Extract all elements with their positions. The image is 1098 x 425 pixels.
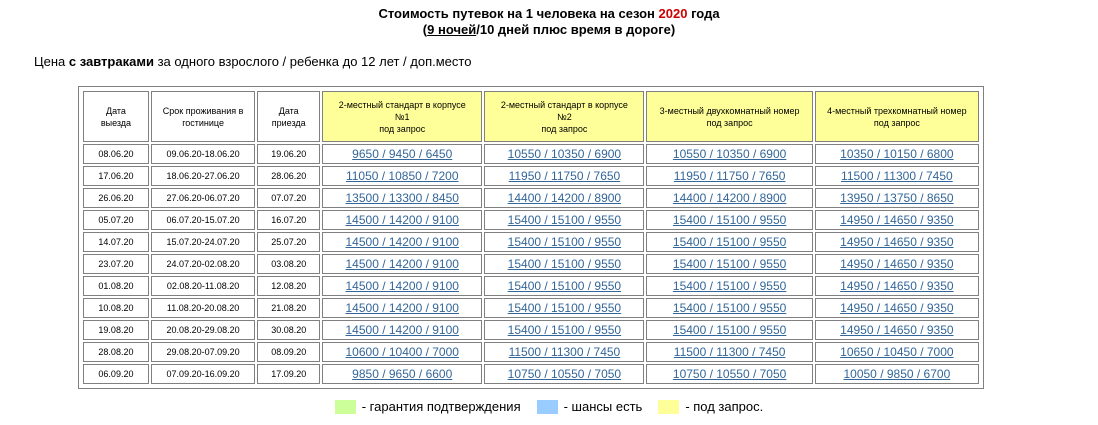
price-link[interactable]: 15400 / 15100 / 9550 [507, 235, 622, 249]
price-link[interactable]: 11500 / 11300 / 7450 [673, 345, 786, 359]
price-cell [484, 188, 644, 208]
price-cell [484, 144, 644, 164]
price-cell [322, 298, 482, 318]
price-link[interactable]: 14500 / 14200 / 9100 [345, 323, 459, 337]
column-header-text: под запрос [706, 117, 753, 128]
column-header-5 [646, 91, 812, 142]
stay-period-cell: 29.08.20-07.09.20 [151, 342, 255, 362]
price-cell [484, 364, 644, 384]
legend-item [537, 399, 643, 415]
price-table-frame [78, 86, 984, 389]
column-header-text: 4-местный трехкомнатный номер [827, 105, 967, 116]
price-link[interactable]: 14500 / 14200 / 9100 [345, 235, 459, 249]
table-row [83, 276, 979, 296]
arrival-date-cell: 25.07.20 [257, 232, 320, 252]
title-line2-open: ( [422, 22, 428, 37]
price-link[interactable]: 13500 / 13300 / 8450 [345, 191, 459, 205]
column-header-text: выезда [100, 117, 132, 128]
legend-item [335, 399, 521, 415]
price-cell [322, 364, 482, 384]
price-link[interactable]: 15400 / 15100 / 9550 [672, 323, 787, 337]
stay-period-cell: 24.07.20-02.08.20 [151, 254, 255, 274]
price-link[interactable]: 10650 / 10450 / 7000 [840, 345, 954, 359]
stay-period-cell: 15.07.20-24.07.20 [151, 232, 255, 252]
price-cell [815, 188, 979, 208]
price-cell [646, 342, 812, 362]
stay-period-cell: 07.09.20-16.09.20 [151, 364, 255, 384]
departure-date-cell: 26.06.20 [83, 188, 149, 208]
price-link[interactable]: 14950 / 14650 / 9350 [840, 213, 954, 227]
title-line-2 [0, 22, 1098, 38]
price-cell [646, 166, 812, 186]
title-line2-rest: /10 дней плюс время в дороге) [476, 22, 676, 37]
column-header-2 [257, 91, 320, 142]
price-cell [646, 210, 812, 230]
column-header-text: под запрос [873, 117, 920, 128]
price-cell [815, 232, 979, 252]
price-link[interactable]: 15400 / 15100 / 9550 [507, 301, 622, 315]
price-link[interactable]: 10550 / 10350 / 6900 [672, 147, 787, 161]
table-row [83, 210, 979, 230]
arrival-date-cell: 30.08.20 [257, 320, 320, 340]
departure-date-cell: 06.09.20 [83, 364, 149, 384]
legend [0, 399, 1098, 415]
price-cell [322, 144, 482, 164]
price-link[interactable]: 14950 / 14650 / 9350 [840, 301, 954, 315]
column-header-text: 2-местный стандарт в корпусе [338, 99, 466, 110]
stay-period-cell: 27.06.20-06.07.20 [151, 188, 255, 208]
stay-period-cell: 11.08.20-20.08.20 [151, 298, 255, 318]
departure-date-cell: 17.06.20 [83, 166, 149, 186]
legend-item [658, 399, 763, 415]
price-link[interactable]: 14500 / 14200 / 9100 [345, 279, 459, 293]
legend-swatch [658, 400, 679, 414]
price-cell [484, 166, 644, 186]
departure-date-cell: 08.06.20 [83, 144, 149, 164]
stay-period-cell: 18.06.20-27.06.20 [151, 166, 255, 186]
price-link[interactable]: 14500 / 14200 / 9100 [345, 301, 459, 315]
price-cell [815, 320, 979, 340]
price-cell [484, 254, 644, 274]
price-table-head [83, 91, 979, 142]
price-link[interactable]: 14500 / 14200 / 9100 [345, 257, 459, 271]
table-row [83, 166, 979, 186]
price-cell [322, 166, 482, 186]
price-cell [815, 364, 979, 384]
column-header-text: Срок проживания в [162, 105, 244, 116]
price-cell [815, 276, 979, 296]
price-link[interactable]: 15400 / 15100 / 9550 [672, 257, 787, 271]
title-year: 2020 [658, 6, 688, 21]
title-nights: 9 ночей [427, 22, 477, 37]
table-row [83, 320, 979, 340]
legend-swatch [537, 400, 558, 414]
price-cell [646, 276, 812, 296]
column-header-0 [83, 91, 149, 142]
price-cell [815, 254, 979, 274]
price-cell [815, 166, 979, 186]
arrival-date-cell: 08.09.20 [257, 342, 320, 362]
departure-date-cell: 10.08.20 [83, 298, 149, 318]
price-link[interactable]: 11950 / 11750 / 7650 [508, 169, 621, 183]
price-cell [484, 342, 644, 362]
departure-date-cell: 14.07.20 [83, 232, 149, 252]
price-link[interactable]: 10050 / 9850 / 6700 [843, 367, 951, 381]
arrival-date-cell: 19.06.20 [257, 144, 320, 164]
price-cell [815, 210, 979, 230]
price-cell [646, 254, 812, 274]
departure-date-cell: 23.07.20 [83, 254, 149, 274]
title-prefix: Стоимость путевок на 1 человека на сезон [378, 6, 659, 21]
price-cell [815, 298, 979, 318]
price-table [81, 89, 981, 386]
price-link[interactable]: 10600 / 10400 / 7000 [345, 345, 459, 359]
table-row [83, 188, 979, 208]
price-cell [646, 188, 812, 208]
price-link[interactable]: 14950 / 14650 / 9350 [840, 279, 954, 293]
table-row [83, 144, 979, 164]
arrival-date-cell: 17.09.20 [257, 364, 320, 384]
price-link[interactable]: 9650 / 9450 / 6450 [352, 147, 453, 161]
price-link[interactable]: 15400 / 15100 / 9550 [672, 213, 787, 227]
stay-period-cell: 06.07.20-15.07.20 [151, 210, 255, 230]
departure-date-cell: 01.08.20 [83, 276, 149, 296]
column-header-1 [151, 91, 255, 142]
arrival-date-cell: 12.08.20 [257, 276, 320, 296]
price-link[interactable]: 10350 / 10150 / 6800 [840, 147, 954, 161]
column-header-text: под запрос [379, 123, 426, 134]
price-cell [322, 188, 482, 208]
price-cell [484, 320, 644, 340]
price-link[interactable]: 15400 / 15100 / 9550 [672, 235, 787, 249]
arrival-date-cell: 07.07.20 [257, 188, 320, 208]
price-link[interactable]: 15400 / 15100 / 9550 [507, 323, 622, 337]
price-cell [815, 144, 979, 164]
price-cell [646, 144, 812, 164]
price-cell [484, 276, 644, 296]
price-link[interactable]: 15400 / 15100 / 9550 [672, 279, 787, 293]
price-cell [322, 254, 482, 274]
table-header-row [83, 91, 979, 142]
price-note-bold: с завтраками [68, 54, 154, 69]
price-cell [322, 210, 482, 230]
price-link[interactable]: 11500 / 11300 / 7450 [508, 345, 621, 359]
price-link[interactable]: 10750 / 10550 / 7050 [672, 367, 787, 381]
column-header-3 [322, 91, 482, 142]
title-suffix: года [687, 6, 720, 21]
column-header-text: гостинице [182, 117, 224, 128]
price-cell [646, 232, 812, 252]
departure-date-cell: 19.08.20 [83, 320, 149, 340]
price-link[interactable]: 11950 / 11750 / 7650 [673, 169, 786, 183]
column-header-text: приезда [271, 117, 306, 128]
price-link[interactable]: 14950 / 14650 / 9350 [840, 257, 954, 271]
column-header-text: №1 [394, 111, 410, 122]
price-cell [322, 342, 482, 362]
price-cell [322, 232, 482, 252]
price-table-body [83, 144, 979, 384]
arrival-date-cell: 16.07.20 [257, 210, 320, 230]
price-cell [484, 210, 644, 230]
title-line-1 [0, 6, 1098, 22]
price-link[interactable]: 13950 / 13750 / 8650 [840, 191, 954, 205]
price-link[interactable]: 15400 / 15100 / 9550 [507, 257, 622, 271]
table-row [83, 342, 979, 362]
price-cell [484, 232, 644, 252]
price-cell [646, 298, 812, 318]
legend-swatch [335, 400, 356, 414]
arrival-date-cell: 03.08.20 [257, 254, 320, 274]
stay-period-cell: 09.06.20-18.06.20 [151, 144, 255, 164]
arrival-date-cell: 21.08.20 [257, 298, 320, 318]
legend-label: - шансы есть [563, 399, 643, 414]
page-title [0, 6, 1098, 38]
table-row [83, 364, 979, 384]
legend-label: - под запрос. [685, 399, 764, 414]
stay-period-cell: 20.08.20-29.08.20 [151, 320, 255, 340]
price-link[interactable]: 15400 / 15100 / 9550 [672, 301, 787, 315]
column-header-text: под запрос [541, 123, 588, 134]
price-cell [322, 276, 482, 296]
legend-label: - гарантия подтверждения [361, 399, 521, 414]
table-row [83, 232, 979, 252]
column-header-text: 3-местный двухкомнатный номер [659, 105, 800, 116]
column-header-6 [815, 91, 979, 142]
departure-date-cell: 05.07.20 [83, 210, 149, 230]
column-header-4 [484, 91, 644, 142]
price-link[interactable]: 14400 / 14200 / 8900 [507, 191, 622, 205]
stay-period-cell: 02.08.20-11.08.20 [151, 276, 255, 296]
column-header-text: №2 [557, 111, 572, 122]
table-row [83, 298, 979, 318]
price-note-rest: за одного взрослого / ребенка до 12 лет / доп.место [153, 54, 472, 69]
price-link[interactable]: 11500 / 11300 / 7450 [841, 169, 953, 183]
column-header-text: Дата [105, 105, 126, 116]
price-cell [815, 342, 979, 362]
price-cell [484, 298, 644, 318]
price-note [34, 54, 471, 70]
price-link[interactable]: 11050 / 10850 / 7200 [345, 169, 459, 183]
price-link[interactable]: 14950 / 14650 / 9350 [840, 235, 954, 249]
price-note-prefix: Цена [34, 54, 69, 69]
price-link[interactable]: 15400 / 15100 / 9550 [507, 279, 622, 293]
price-link[interactable]: 15400 / 15100 / 9550 [507, 213, 622, 227]
price-cell [322, 320, 482, 340]
price-link[interactable]: 9850 / 9650 / 6600 [352, 367, 453, 381]
departure-date-cell: 28.08.20 [83, 342, 149, 362]
price-link[interactable]: 10750 / 10550 / 7050 [507, 367, 622, 381]
column-header-text: Дата [278, 105, 299, 116]
price-link[interactable]: 14500 / 14200 / 9100 [345, 213, 459, 227]
price-link[interactable]: 14400 / 14200 / 8900 [672, 191, 787, 205]
price-link[interactable]: 14950 / 14650 / 9350 [840, 323, 954, 337]
price-cell [646, 320, 812, 340]
price-link[interactable]: 10550 / 10350 / 6900 [507, 147, 622, 161]
price-cell [646, 364, 812, 384]
column-header-text: 2-местный стандарт в корпусе [500, 99, 628, 110]
table-row [83, 254, 979, 274]
arrival-date-cell: 28.06.20 [257, 166, 320, 186]
